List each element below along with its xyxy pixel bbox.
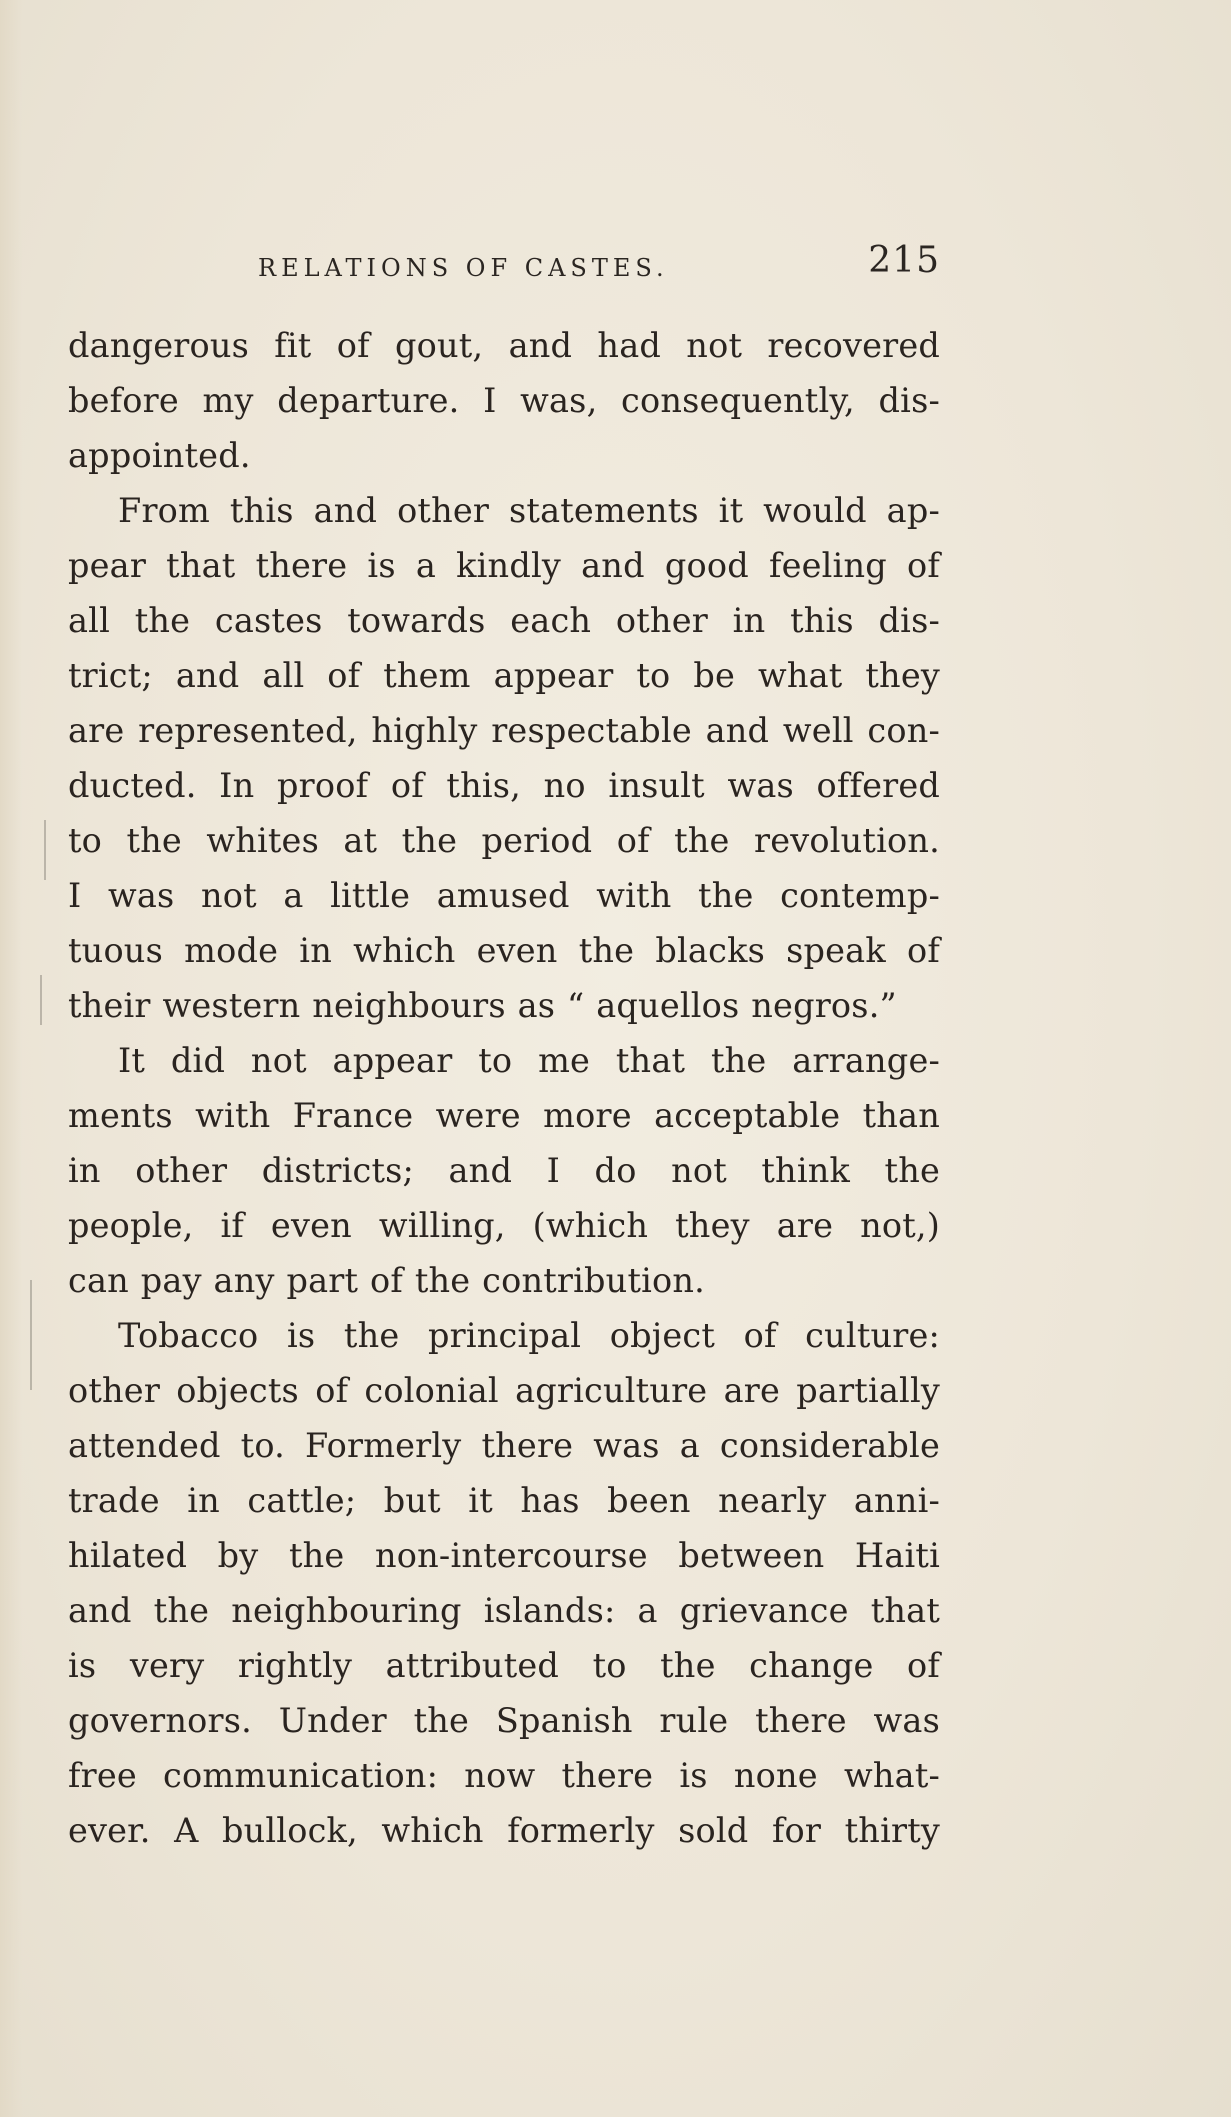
- margin-pencil-mark: [44, 820, 46, 880]
- page-header: [68, 236, 940, 296]
- body-text: [68, 318, 940, 1858]
- text-line: attended to. Formerly there was a considerable: [68, 1426, 940, 1465]
- page-gutter-shadow: [0, 0, 22, 2117]
- text-line: other objects of colonial agriculture are partially: [68, 1371, 940, 1410]
- text-line: trade in cattle; but it has been nearly anni-: [68, 1481, 940, 1520]
- text-line: hilated by the non-intercourse between Haiti: [68, 1536, 940, 1575]
- text-line: tuous mode in which even the blacks speak of: [68, 931, 940, 970]
- text-line: are represented, highly respectable and well con-: [68, 711, 940, 750]
- running-head: RELATIONS OF CASTES.: [258, 254, 669, 282]
- margin-pencil-mark: [40, 975, 42, 1025]
- text-line: Tobacco is the principal object of culture:: [118, 1316, 940, 1355]
- text-line: ever. A bullock, which formerly sold for thirty: [68, 1811, 940, 1850]
- text-line: all the castes towards each other in this dis-: [68, 601, 940, 640]
- margin-pencil-mark: [30, 1280, 32, 1390]
- text-line: ments with France were more acceptable than: [68, 1096, 940, 1135]
- text-line: From this and other statements it would ap-: [118, 491, 940, 530]
- text-line: people, if even willing, (which they are not,): [68, 1206, 940, 1245]
- text-line: trict; and all of them appear to be what they: [68, 656, 940, 695]
- text-line: free communication: now there is none what-: [68, 1756, 940, 1795]
- text-line: their western neighbours as “ aquellos negros.”: [68, 986, 897, 1025]
- text-line: ducted. In proof of this, no insult was offered: [68, 766, 940, 805]
- text-line: to the whites at the period of the revolution.: [68, 821, 940, 860]
- text-line: dangerous fit of gout, and had not recovered: [68, 326, 940, 365]
- text-line: governors. Under the Spanish rule there was: [68, 1701, 940, 1740]
- text-line: I was not a little amused with the contemp-: [68, 876, 940, 915]
- text-line: in other districts; and I do not think the: [68, 1151, 940, 1190]
- text-line: can pay any part of the contribution.: [68, 1261, 706, 1300]
- text-line: pear that there is a kindly and good feeling of: [68, 546, 940, 585]
- text-line: before my departure. I was, consequently, dis-: [68, 381, 940, 420]
- text-line: appointed.: [68, 436, 251, 475]
- text-line: is very rightly attributed to the change of: [68, 1646, 940, 1685]
- text-line: and the neighbouring islands: a grievance that: [68, 1591, 940, 1630]
- text-line: It did not appear to me that the arrange-: [118, 1041, 940, 1080]
- page-number: 215: [868, 240, 940, 281]
